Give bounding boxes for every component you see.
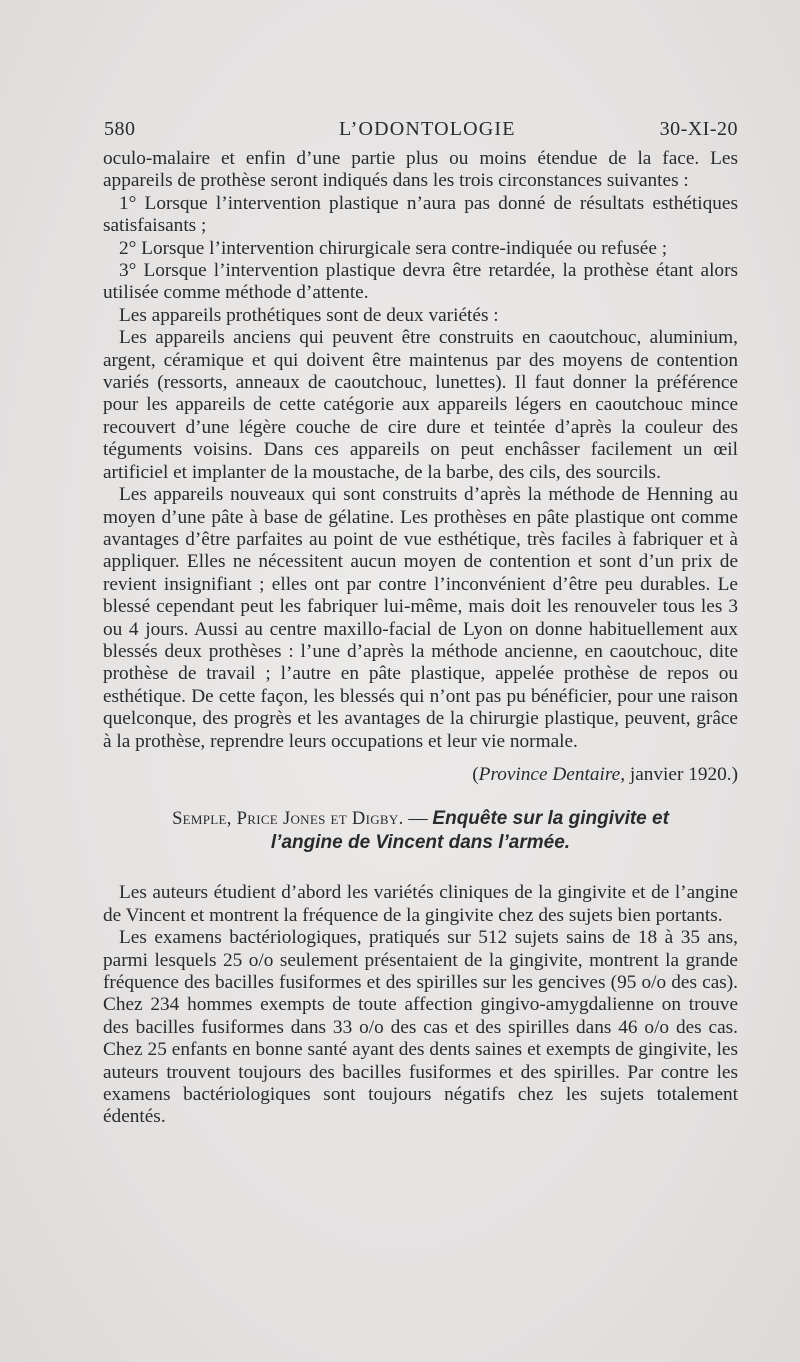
journal-title: L’ODONTOLOGIE	[339, 118, 516, 140]
article-heading	[103, 807, 738, 855]
list-item: 2° Lorsque l’intervention chirurgicale sera contre-indiquée ou refusée ;	[119, 237, 668, 259]
citation-date: janvier 1920.)	[625, 763, 738, 785]
page-number: 580	[104, 118, 136, 140]
paragraph: Les auteurs étudient d’abord les variétés cliniques de la gingivite et de l’angine de Vincent et montrent la fréquence de la gingivite chez des sujets bien portants.	[103, 882, 738, 926]
body-text	[103, 148, 738, 1129]
paragraph: Les appareils anciens qui peuvent être construits en caoutchouc, aluminium, argent, céramique et qui doivent être maintenus par des moyens de contention variés (ressorts, anneaux de caoutchouc, lunettes). Il faut donner la préférence pour les appareils de cette catégorie aux appareils légers en caoutchouc mince recouvert d’une légère couche de cire dure et teintée d’après la couleur des téguments voisins. Dans ces appareils on peut enchâsser facilement un œil artificiel et implanter de la moustache, de la barbe, des cils, des sourcils.	[103, 327, 738, 483]
list-item: 1° Lorsque l’intervention plastique n’aura pas donné de résultats esthétiques satisfaisants ;	[103, 192, 738, 237]
issue-date: 30-XI-20	[659, 118, 738, 140]
running-header	[104, 118, 738, 146]
article-title-line-1: Enquête sur la gingivite et	[432, 808, 669, 830]
article-title-line-2: l’angine de Vincent dans l’armée.	[270, 832, 571, 854]
citation-journal: Province Dentaire,	[478, 763, 626, 785]
paragraph: Les appareils nouveaux qui sont construits d’après la méthode de Henning au moyen d’une pâte à base de gélatine. Les prothèses en pâte plastique ont comme avantages d’être parfaites au point de vue esthétique, très faciles à fabriquer et à appliquer. Elles ne nécessitent aucun moyen de contention et sont d’un prix de revient insignifiant ; elles ont par contre l’inconvénient d’être peu durables. Le blessé cependant peut les fabriquer lui-même, mais doit les renouveler tous les 3 ou 4 jours. Aussi au centre maxillo-facial de Lyon on donne habituellement aux blessés deux prothèses : l’une d’après la méthode ancienne, en caoutchouc, dite prothèse de travail ; l’autre en pâte plastique, appelée prothèse de repos ou esthétique. De cette façon, les blessés qui n’ont pas pu bénéficier, pour une raison quelconque, des progrès et les avantages de la chirurgie plastique, peuvent, grâce à la prothèse, reprendre leurs occupations et leur vie normale.	[103, 484, 738, 752]
source-citation	[103, 764, 738, 786]
paragraph: oculo-malaire et enfin d’une partie plus ou moins étendue de la face. Les appareils de prothèse seront indiqués dans les trois circonstances suivantes :	[103, 148, 738, 192]
paragraph: Les appareils prothétiques sont de deux variétés :	[119, 304, 499, 326]
article-authors: Semple, Price Jones et Digby.	[172, 809, 404, 830]
list-item: 3° Lorsque l’intervention plastique devra être retardée, la prothèse étant alors utilisée comme méthode d’attente.	[103, 260, 738, 304]
citation-paren: (	[472, 763, 479, 785]
heading-dash: —	[403, 808, 433, 830]
paragraph: Les examens bactériologiques, pratiqués sur 512 sujets sains de 18 à 35 ans, parmi lesquels 25 o/o seulement présentaient de la gingivite, montrent la grande fréquence des bacilles fusiformes et des spirilles sur les gencives (95 o/o des cas). Chez 234 hommes exempts de toute affection gingivo-amygdalienne on trouve des bacilles fusiformes dans 33 o/o des cas et des spirilles dans 46 o/o des cas. Chez 25 enfants en bonne santé ayant des dents saines et exempts de gingivite, les auteurs trouvent toujours des bacilles fusiformes et des spirilles. Par contre les examens bactériologiques sont toujours négatifs chez les sujets totalement édentés.	[103, 927, 738, 1128]
